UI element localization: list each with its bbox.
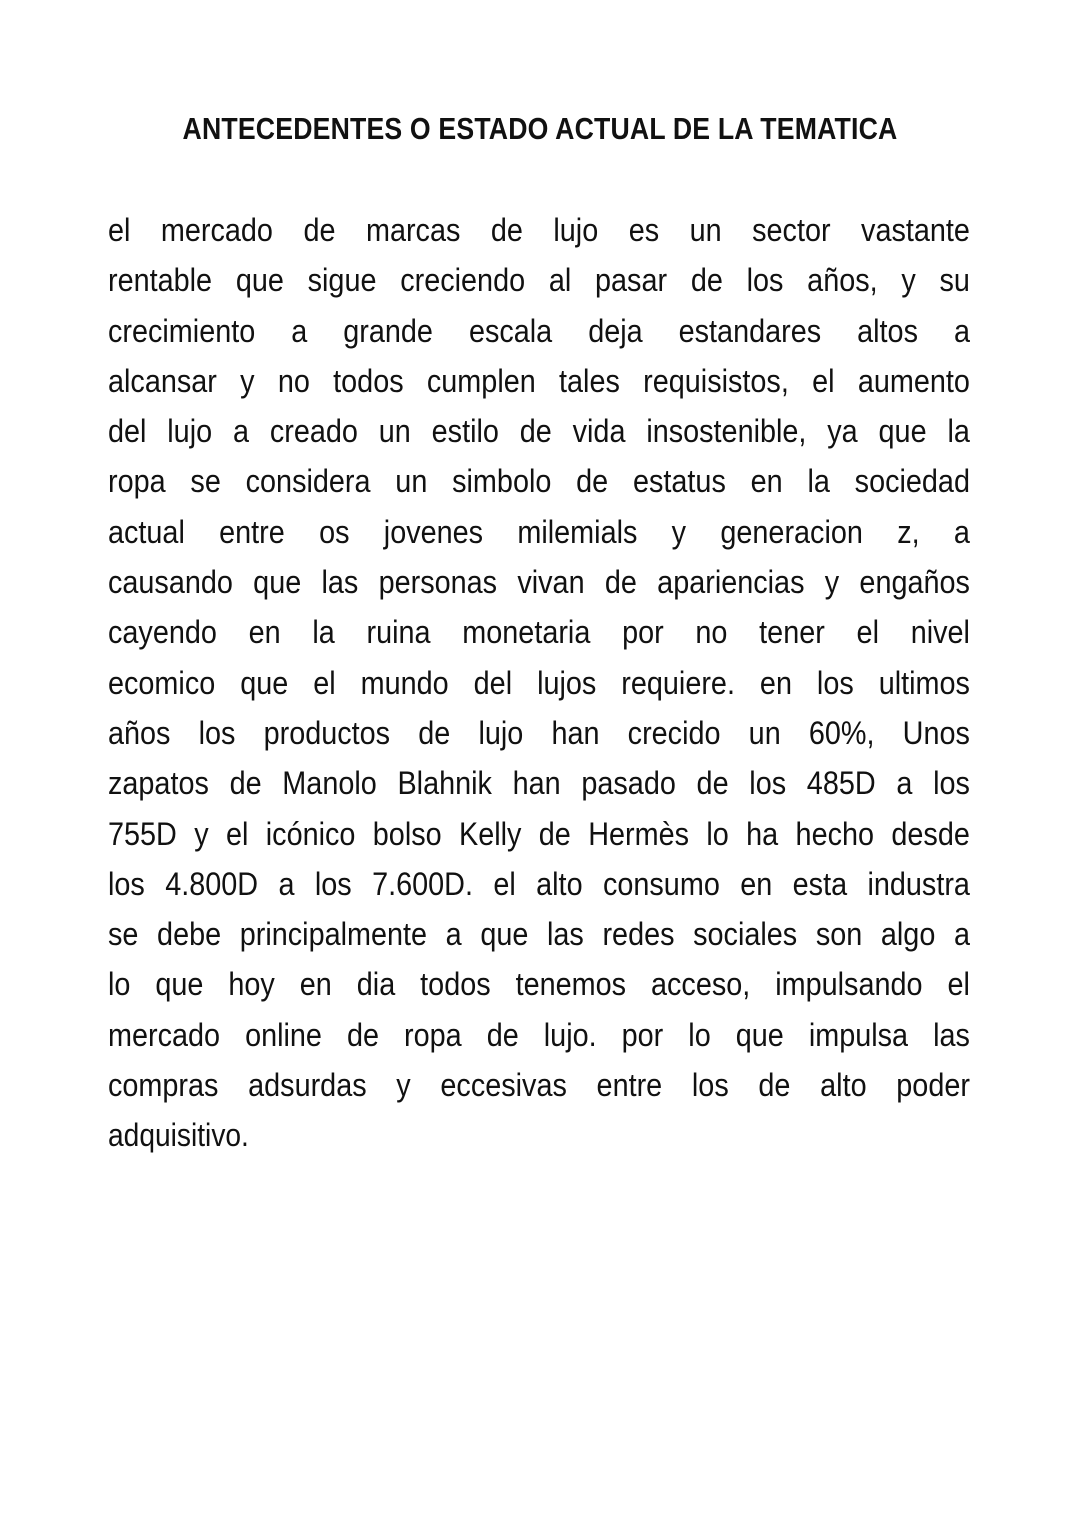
- paragraph-line: ropa se considera un simbolo de estatus en la sociedad: [108, 463, 970, 500]
- paragraph-line: lo que hoy en dia todos tenemos acceso, impulsando el: [108, 966, 970, 1003]
- paragraph-line: 755D y el icónico bolso Kelly de Hermès lo ha hecho desde: [108, 815, 970, 852]
- paragraph-line: actual entre os jovenes milemials y generacion z, a: [108, 513, 970, 550]
- paragraph-line: alcansar y no todos cumplen tales requisistos, el aumento: [108, 362, 970, 399]
- page-title: ANTECEDENTES O ESTADO ACTUAL DE LA TEMATICA: [182, 111, 898, 146]
- paragraph-line: crecimiento a grande escala deja estandares altos a: [108, 312, 970, 349]
- paragraph-line-last: adquisitivo.: [108, 1117, 249, 1154]
- body-paragraph: [108, 205, 970, 1161]
- paragraph-line: cayendo en la ruina monetaria por no tener el nivel: [108, 614, 970, 651]
- paragraph-line: ecomico que el mundo del lujos requiere. en los ultimos: [108, 664, 970, 701]
- paragraph-line: zapatos de Manolo Blahnik han pasado de los 485D a los: [108, 765, 970, 802]
- paragraph-line: rentable que sigue creciendo al pasar de los años, y su: [108, 262, 970, 299]
- paragraph-line: años los productos de lujo han crecido un 60%, Unos: [108, 714, 970, 751]
- paragraph-line: del lujo a creado un estilo de vida insostenible, ya que la: [108, 413, 970, 450]
- paragraph-line: el mercado de marcas de lujo es un sector vastante: [108, 212, 970, 248]
- paragraph-line: mercado online de ropa de lujo. por lo que impulsa las: [108, 1016, 970, 1053]
- paragraph-line: causando que las personas vivan de apariencias y engaños: [108, 564, 970, 601]
- paragraph-line: los 4.800D a los 7.600D. el alto consumo en esta industra: [108, 865, 970, 902]
- paragraph-line: se debe principalmente a que las redes sociales son algo a: [108, 916, 970, 953]
- paragraph-line: compras adsurdas y eccesivas entre los de alto poder: [108, 1067, 970, 1104]
